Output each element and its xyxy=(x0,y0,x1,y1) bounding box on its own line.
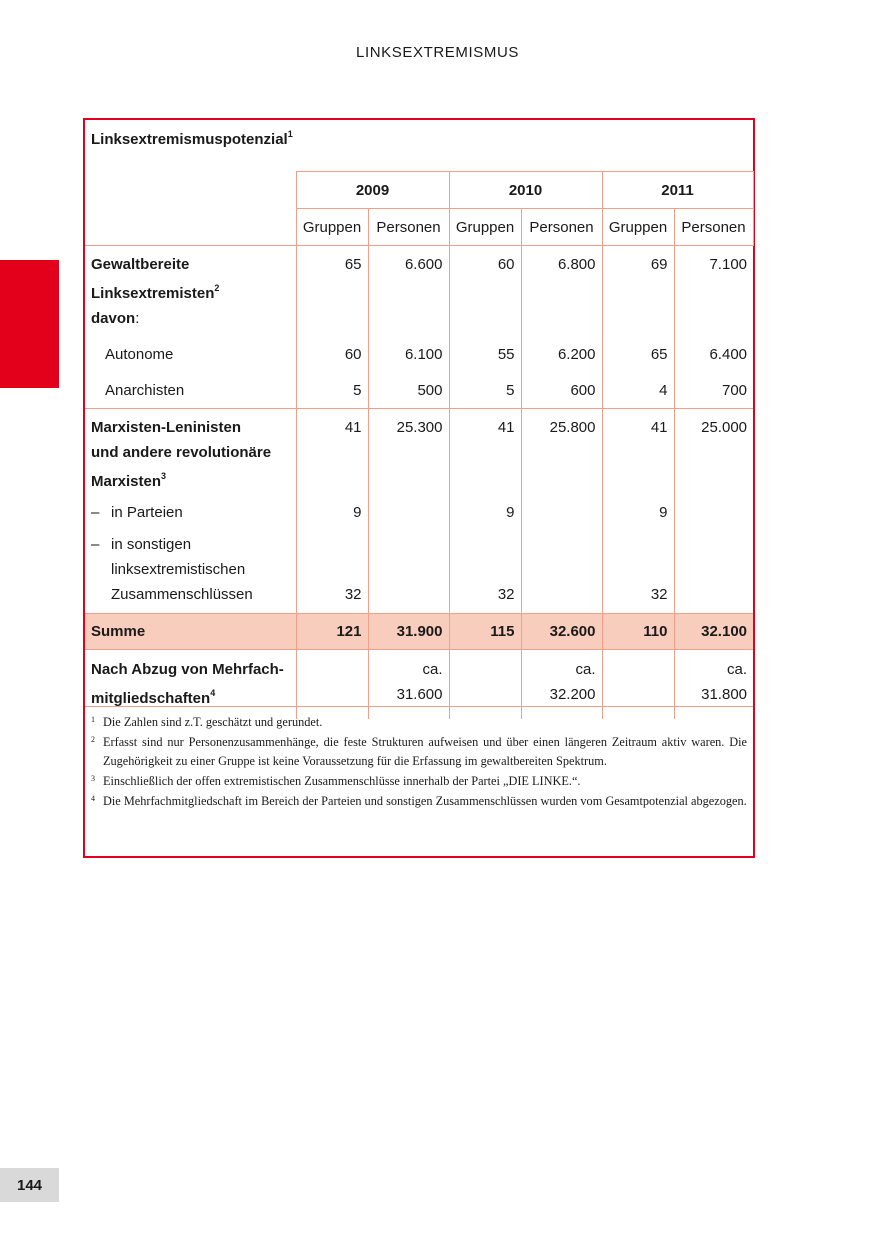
row-label: – in Parteien xyxy=(91,504,183,521)
cell-value: 25.300 xyxy=(368,409,449,495)
row-label: Anarchisten xyxy=(105,382,185,399)
cell-value: 121 xyxy=(296,614,368,650)
footnotes xyxy=(85,706,753,812)
cell-value: 6.800 xyxy=(521,246,602,332)
cell-value xyxy=(368,525,449,614)
cell-value: 65 xyxy=(296,246,368,332)
year-header: 2010 xyxy=(449,172,602,209)
row-label: – in sonstigen linksextremistischen Zusammenschlüssen xyxy=(91,536,253,603)
column-header: Gruppen xyxy=(449,209,521,246)
column-header: Personen xyxy=(674,209,753,246)
cell-value: 9 xyxy=(296,494,368,525)
year-header-row xyxy=(85,172,753,209)
row-label: Autonome xyxy=(105,346,174,363)
cell-value xyxy=(521,525,602,614)
cell-value: 32 xyxy=(449,525,521,614)
cell-value: 4 xyxy=(602,367,674,409)
cell-value xyxy=(674,494,753,525)
cell-value: 65 xyxy=(602,331,674,367)
potential-table xyxy=(85,171,754,719)
cell-value: 32 xyxy=(602,525,674,614)
cell-value xyxy=(368,494,449,525)
table-title: Linksextremismuspotenzial$^1$ xyxy=(91,129,293,148)
table-row xyxy=(85,367,753,409)
cell-value: ca. 31.600 xyxy=(368,650,449,720)
table-row xyxy=(85,409,753,495)
cell-value: 25.000 xyxy=(674,409,753,495)
footnote: 3 Einschließlich der offen extremistischen Zusammenschlüsse innerhalb der Partei „DIE LINKE.“. xyxy=(91,774,581,788)
summe-row xyxy=(85,614,753,650)
running-head: LINKSEXTREMISMUS xyxy=(356,44,519,61)
sub-header-row xyxy=(85,209,753,246)
cell-value: 69 xyxy=(602,246,674,332)
cell-value: 31.900 xyxy=(368,614,449,650)
cell-value: 25.800 xyxy=(521,409,602,495)
cell-value xyxy=(521,494,602,525)
cell-value: 32.600 xyxy=(521,614,602,650)
column-header: Gruppen xyxy=(296,209,368,246)
cell-value: 700 xyxy=(674,367,753,409)
column-header: Personen xyxy=(368,209,449,246)
year-header: 2009 xyxy=(296,172,449,209)
cell-value: 32 xyxy=(296,525,368,614)
cell-value: 60 xyxy=(296,331,368,367)
footnote: 2 Erfasst sind nur Personenzusammenhänge, die feste Strukturen aufweisen und über einen längeren Zeitraum aktiv waren. Die Zugehörigkeit zu einer Gruppe ist keine Voraussetzung für die Erfassung im gewaltbereiten Spektrum. xyxy=(91,735,747,768)
cell-value: 115 xyxy=(449,614,521,650)
chapter-tab xyxy=(0,260,59,388)
cell-value: 7.100 xyxy=(674,246,753,332)
column-header: Gruppen xyxy=(602,209,674,246)
table-row xyxy=(85,331,753,367)
table-row xyxy=(85,525,753,614)
row-label: Marxisten-Leninisten und andere revolutionäre Marxisten$^3$ xyxy=(85,409,296,495)
cell-value xyxy=(674,525,753,614)
cell-value: 6.200 xyxy=(521,331,602,367)
cell-value: 500 xyxy=(368,367,449,409)
cell-value: 600 xyxy=(521,367,602,409)
row-label: Nach Abzug von Mehrfach- mitgliedschaften$^4$ xyxy=(85,650,296,720)
footnote: 4 Die Mehrfachmitgliedschaft im Bereich der Parteien und sonstigen Zusammenschlüssen wurden vom Gesamtpotenzial abgezogen. xyxy=(91,794,747,808)
cell-value: 60 xyxy=(449,246,521,332)
cell-value: 6.400 xyxy=(674,331,753,367)
cell-value: 5 xyxy=(296,367,368,409)
cell-value: 5 xyxy=(449,367,521,409)
column-header: Personen xyxy=(521,209,602,246)
cell-value: 55 xyxy=(449,331,521,367)
cell-value: ca. 31.800 xyxy=(674,650,753,720)
cell-value: 41 xyxy=(296,409,368,495)
footnote: 1 Die Zahlen sind z.T. geschätzt und gerundet. xyxy=(91,715,323,729)
cell-value: ca. 32.200 xyxy=(521,650,602,720)
table-row xyxy=(85,246,753,332)
year-header: 2011 xyxy=(602,172,753,209)
cell-value: 110 xyxy=(602,614,674,650)
cell-value: 41 xyxy=(449,409,521,495)
row-label: Summe xyxy=(85,614,296,650)
page-number: 144 xyxy=(0,1168,59,1202)
table-row xyxy=(85,494,753,525)
cell-value: 41 xyxy=(602,409,674,495)
cell-value: 6.600 xyxy=(368,246,449,332)
row-label: Gewaltbereite Linksextremisten$^2$ davon: xyxy=(85,246,296,332)
cell-value: 9 xyxy=(449,494,521,525)
cell-value: 9 xyxy=(602,494,674,525)
table-frame xyxy=(83,118,755,858)
cell-value: 32.100 xyxy=(674,614,753,650)
cell-value: 6.100 xyxy=(368,331,449,367)
